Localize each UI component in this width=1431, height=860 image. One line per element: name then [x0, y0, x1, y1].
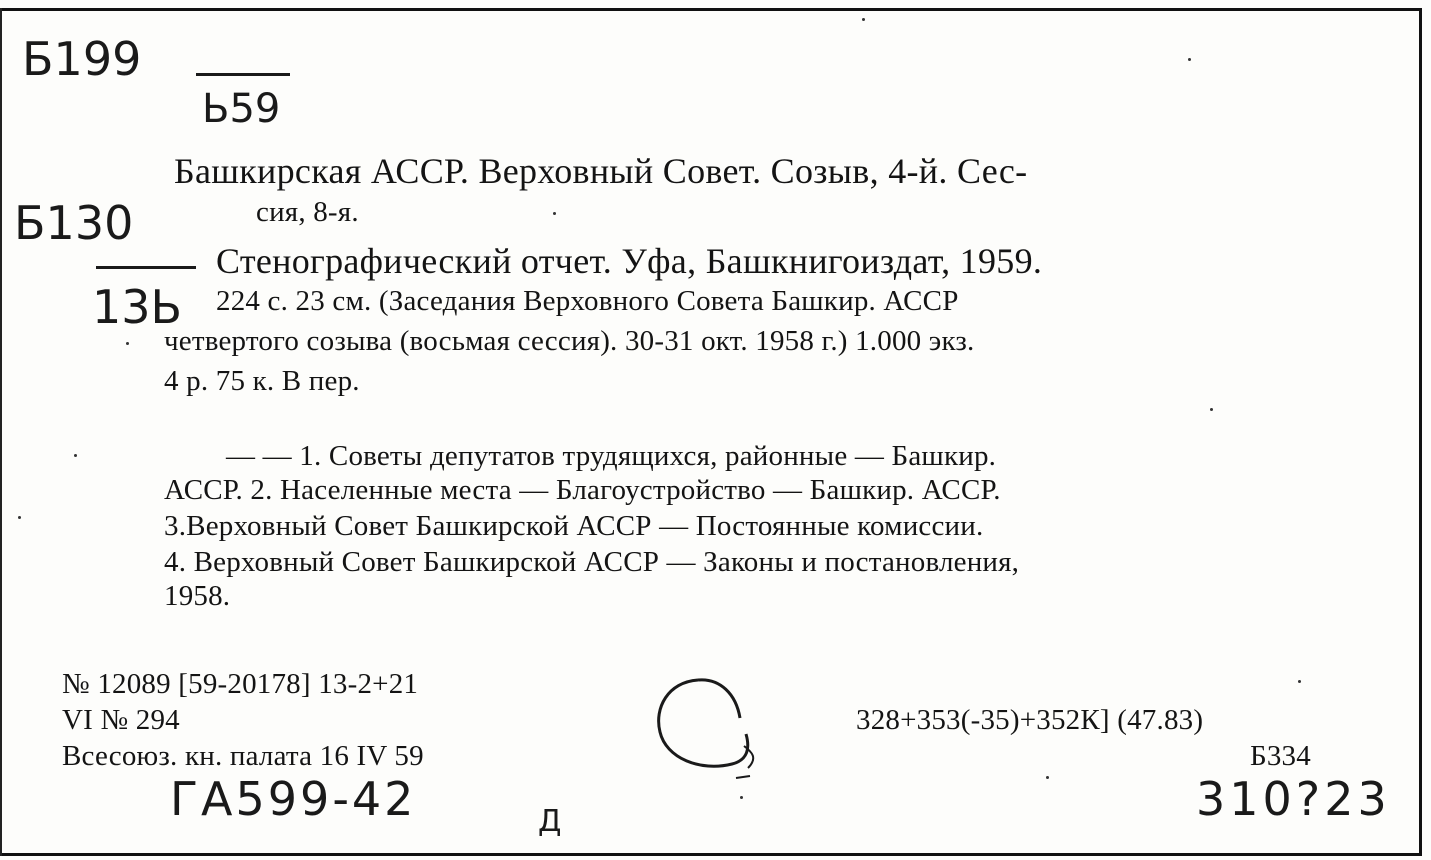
handwritten-bottom-left: ГА599-42	[170, 772, 417, 826]
call-number-second-sub: 13Ь	[92, 280, 183, 334]
call-number-top-rule	[196, 73, 290, 76]
handwritten-bottom-left-suffix: Д	[538, 804, 562, 839]
scan-speck	[126, 342, 129, 345]
scan-speck	[1188, 58, 1191, 61]
card-border-top	[0, 8, 1422, 11]
subjects-line1: — — 1. Советы депутатов трудящихся, районные — Башкир.	[226, 440, 997, 472]
entry-heading-line1: Башкирская АССР. Верховный Совет. Созыв, 4-й. Сес-	[174, 151, 1028, 191]
scan-speck	[1210, 408, 1213, 411]
entry-line5: четвертого созыва (восьмая сессия). 30-31 окт. 1958 г.) 1.000 экз.	[164, 325, 975, 357]
card-border-right	[1419, 8, 1422, 856]
entry-line3: Стенографический отчет. Уфа, Башкнигоиздат, 1959.	[216, 241, 1043, 281]
footer-right-line1: 328+353(-35)+352К] (47.83)	[856, 704, 1204, 736]
subjects-line3: 3.Верховный Совет Башкирской АССР — Постоянные комиссии.	[164, 510, 984, 542]
scan-speck	[1046, 776, 1049, 779]
footer-right-line2: Б334	[1250, 740, 1311, 772]
scan-speck	[18, 516, 21, 519]
entry-line4: 224 с. 23 см. (Заседания Верховного Совета Башкир. АССР	[216, 285, 959, 317]
call-number-second-rule	[96, 266, 196, 269]
scan-speck	[740, 796, 743, 799]
handwritten-bottom-right: 310?23	[1196, 772, 1391, 826]
scan-speck	[1298, 680, 1301, 683]
footer-left-line1: № 12089 [59-20178] 13-2+21	[62, 668, 419, 700]
card-border-left	[0, 8, 2, 856]
call-number-top-main: Б199	[22, 32, 142, 86]
circle-mark-icon	[640, 668, 780, 788]
call-number-top-sub: Ь59	[202, 86, 281, 132]
scan-speck	[862, 18, 865, 21]
scan-speck	[553, 212, 556, 215]
subjects-line5: 1958.	[164, 580, 231, 612]
subjects-line2: АССР. 2. Населенные места — Благоустройство — Башкир. АССР.	[164, 474, 1001, 506]
footer-left-line3: Всесоюз. кн. палата 16 IV 59	[62, 740, 424, 772]
entry-line6: 4 р. 75 к. В пер.	[164, 365, 360, 397]
subjects-line4: 4. Верховный Совет Башкирской АССР — Законы и постановления,	[164, 546, 1020, 578]
footer-left-line2: VI № 294	[62, 704, 180, 736]
call-number-second-main: Б130	[14, 196, 134, 250]
scan-speck	[74, 454, 77, 457]
card-border-bottom	[0, 853, 1422, 856]
entry-heading-line2: сия, 8-я.	[256, 196, 359, 228]
